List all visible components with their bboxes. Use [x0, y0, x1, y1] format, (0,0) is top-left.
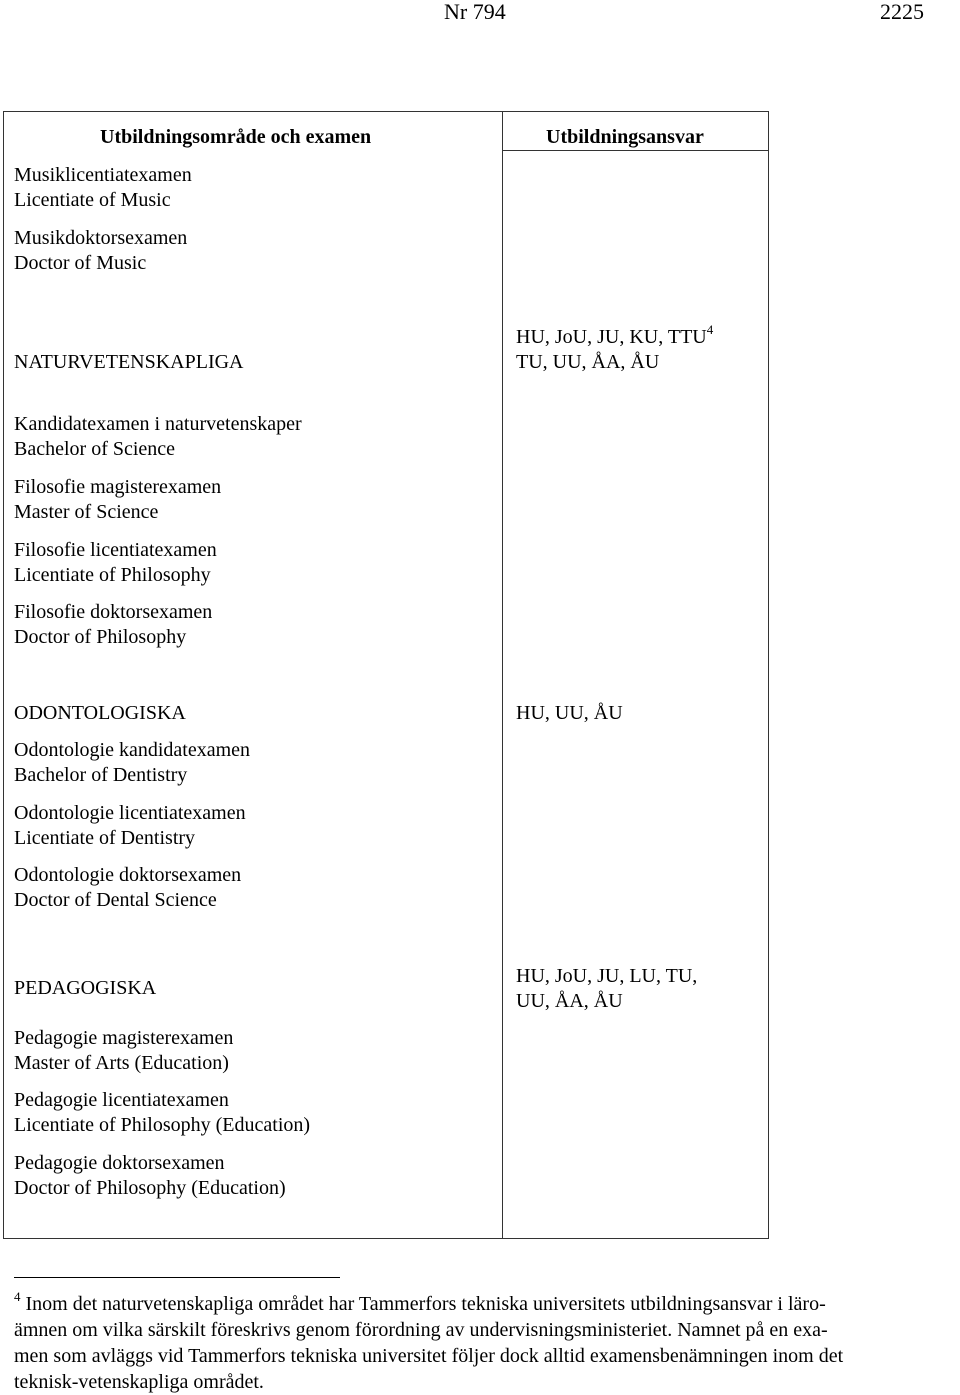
- odontology-responsibility: HU, UU, ÅU: [516, 702, 623, 724]
- footnote-line3: men som avläggs vid Tammerfors tekniska universitet följer dock alltid examensbenämningen inom det: [14, 1345, 844, 1367]
- list-item: Licentiate of Philosophy (Education): [14, 1114, 311, 1136]
- list-item: Odontologie licentiatexamen: [14, 802, 246, 824]
- list-item: Musiklicentiatexamen: [14, 164, 192, 186]
- list-item: Musikdoktorsexamen: [14, 227, 188, 249]
- list-item: Licentiate of Philosophy: [14, 564, 211, 586]
- list-item: Doctor of Philosophy: [14, 626, 187, 648]
- list-item: Odontologie kandidatexamen: [14, 739, 251, 761]
- column-divider: [502, 111, 503, 1239]
- list-item: Doctor of Philosophy (Education): [14, 1177, 286, 1199]
- list-item: Pedagogie licentiatexamen: [14, 1089, 229, 1111]
- footnote-ref: 4: [706, 322, 714, 337]
- footnote-marker: 4: [14, 1289, 21, 1304]
- section-heading-odontology: ODONTOLOGISKA: [14, 702, 186, 724]
- page-number: 2225: [880, 0, 924, 24]
- list-item: Master of Science: [14, 501, 159, 523]
- list-item: Pedagogie magisterexamen: [14, 1027, 234, 1049]
- list-item: Bachelor of Dentistry: [14, 764, 188, 786]
- science-responsibility-line2: TU, UU, ÅA, ÅU: [516, 351, 660, 373]
- footnote-line1: $^4$ Inom det naturvetenskapliga området har Tammerfors tekniska universitets utbildningsansvar i läro-: [14, 1289, 826, 1315]
- section-heading-pedagogy: PEDAGOGISKA: [14, 977, 157, 999]
- list-item: Doctor of Dental Science: [14, 889, 217, 911]
- footnote-line4: teknisk-vetenskapliga området.: [14, 1371, 264, 1393]
- list-item: Licentiate of Music: [14, 189, 171, 211]
- science-responsibility-line1: HU, JoU, JU, KU, TTU$^4$: [516, 322, 714, 348]
- list-item: Filosofie licentiatexamen: [14, 539, 217, 561]
- list-item: Pedagogie doktorsexamen: [14, 1152, 225, 1174]
- page-number-label: Nr 794: [444, 0, 506, 24]
- list-item: Kandidatexamen i naturvetenskaper: [14, 413, 302, 435]
- column-header-field: Utbildningsområde och examen: [100, 126, 372, 148]
- list-item: Bachelor of Science: [14, 438, 176, 460]
- list-item: Odontologie doktorsexamen: [14, 864, 242, 886]
- list-item: Master of Arts (Education): [14, 1052, 229, 1074]
- list-item: Filosofie magisterexamen: [14, 476, 222, 498]
- section-heading-science: NATURVETENSKAPLIGA: [14, 351, 244, 373]
- column-header-responsibility: Utbildningsansvar: [546, 126, 704, 148]
- list-item: Licentiate of Dentistry: [14, 827, 196, 849]
- pedagogy-responsibility-line1: HU, JoU, JU, LU, TU,: [516, 965, 698, 987]
- header-underline: [502, 150, 768, 151]
- list-item: Filosofie doktorsexamen: [14, 601, 213, 623]
- footnote-line2: ämnen om vilka särskilt föreskrivs genom förordning av undervisningsministeriet. Namnet på en exa-: [14, 1319, 828, 1341]
- list-item: Doctor of Music: [14, 252, 147, 274]
- footnote-separator: [14, 1277, 340, 1278]
- pedagogy-responsibility-line2: UU, ÅA, ÅU: [516, 990, 623, 1012]
